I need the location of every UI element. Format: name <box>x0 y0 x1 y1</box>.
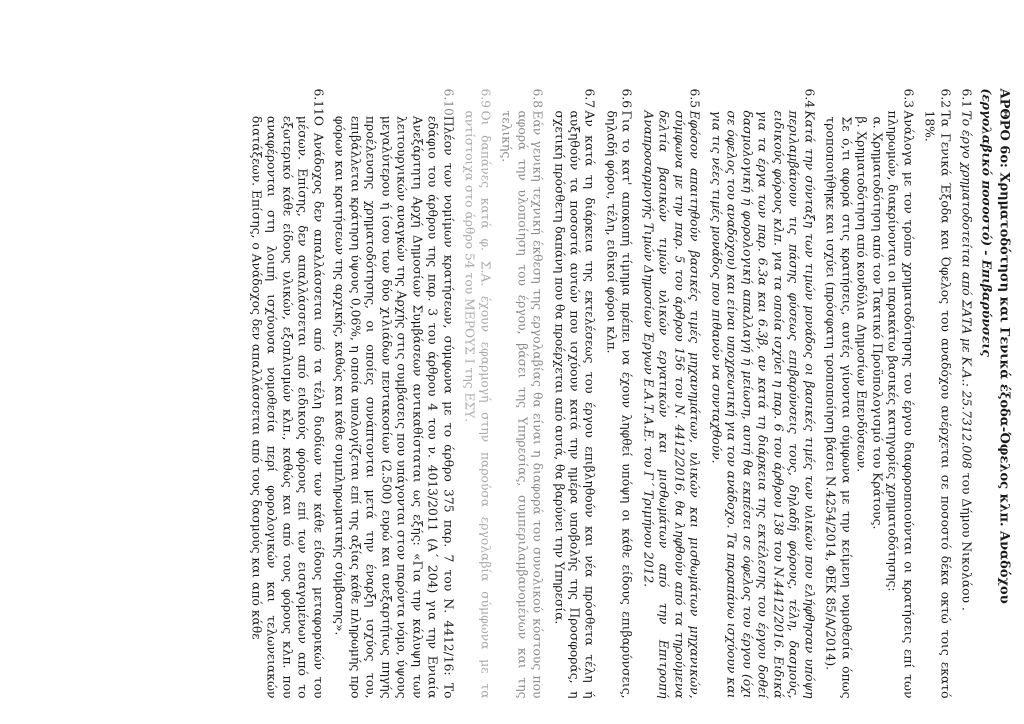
paragraph-number: 6.1 <box>958 89 973 111</box>
paragraph-6-6 <box>603 89 634 699</box>
paragraph-6-1 <box>958 89 973 699</box>
paragraph-number: 6.10 <box>331 89 455 116</box>
paragraph-number: 6.7 <box>551 89 597 111</box>
paragraph-6-9 <box>461 89 492 699</box>
paragraph-6-7 <box>551 89 597 699</box>
document-body <box>242 89 1012 699</box>
paragraph-text: Κατά την σύνταξη των τιμών μονάδος οι βασικές τιμές των υλικών που ελήφθησαν υπόψη περιλαμβάνουν τις πάσης φύσεως επιβαρύνσεις τους, δηλαδή φόρους, τέλη, δασμούς, ειδικούς φόρους κλπ. για τα οποία ισχύει η παρ. 6 του άρθρου 138 του Ν.4412/2016. Ειδικά για τα έργα των παρ. 6.3α και 6.3β, αν κατά τη διάρκεια της εκτέλεσης του έργου δοθεί δασμολογική ή φορολογική απαλλαγή ή μείωση, αυτή θα εκπέσει σε όφελος του έργου (όχι σε όφελος του αναδόχου) και είναι υποχρεωτική για τον ανάδοχο. Τα παραπάνω ισχύουν και για τις νέες τιμές μονάδος που πιθανόν να συνταχθούν. <box>708 111 816 699</box>
paragraph-text: Εφόσον απαιτηθούν βασικές τιμές μηχανημάτων, υλικών και μισθωμάτων μηχανικών, σύμφωνα με την παρ. 5 του άρθρου 156 του Ν. 4412/2016, θα ληφθούν από τα τηρούμενα δελτία βασικών τιμών υλικών εργατικών και μισθωμάτων από την Επιτροπή Αναπροσαρμογής Τιμών Δημοσίων Έργων Ε.Α.Τ.Α.Ε. του Γ΄ Τριμήνου 2012. <box>640 111 702 699</box>
paragraph-text <box>822 111 915 699</box>
paragraph-6-2 <box>921 89 952 699</box>
paragraph-number: 6.11 <box>248 89 325 116</box>
rotated-document-page <box>24 1 1024 724</box>
paragraph-6-10 <box>331 89 455 699</box>
paragraph-text: Οι δαπάνες κατά φ. Σ.Α. έχουν εφαρμογή στην παρούσα εργολαβία σύμφωνα με τα αντίστοιχα στο άρθρο 54 του ΜΕΡΟΥΣ Ι της ΕΣΥ. <box>461 111 492 699</box>
paragraph-number: 6.2 <box>921 89 952 111</box>
paragraph-intro: Ανάλογα με τον τρόπο χρηματοδότησης του έργου διαφοροποιούνται οι κρατήσεις επί των πληρωμών, διακρίνονται οι παρακάτω βασικές κατηγορίες χρηματοδότησης: <box>886 111 915 699</box>
paragraph-text: Εάν γενική τεχνική έκθεση της εργολαβίας θα είναι η διαφορά του συνολικού κόστους που αφορά την υλοποίηση του έργου, βάσει της Υπηρεσίας, συμπεριλαμβανομένων και της τελικής. <box>498 111 544 699</box>
paragraph-text: Αν κατά τη διάρκεια της εκτελέσεως του έργου επιβληθούν και νέα πρόσθετα τέλη ή αυξηθούν τα ποσοστά αυτών που ισχύουν κατά την ημέρα υποβολής της Προσφοράς, η σχετική πρόσθετη δαπάνη που θα προέρχεται από αυτά, θα βαρύνει την Υπηρεσία. <box>551 111 597 699</box>
list-item-b: β. Χρηματοδότηση από κονδύλια Δημοσίων Επενδύσεων. <box>853 117 868 699</box>
paragraph-number: 6.9 <box>461 89 492 111</box>
paragraph-text: Για το κατ' αποκοπή τίμημα πρέπει να έχουν ληφθεί υπόψη οι κάθε είδους επιβαρύνσεις, δηλαδή φόροι, τέλη, ειδικοί φόροι κλπ. <box>603 111 634 699</box>
article-title: ΑΡΘΡΟ 6ο: Χρηματοδότηση και Γενικά έξοδα-Όφελος κλπ. Αναδόχου <box>995 89 1011 699</box>
paragraph-6-4 <box>708 89 816 699</box>
paragraph-number: 6.6 <box>603 89 634 111</box>
paragraph-text <box>958 111 973 699</box>
paragraph-6-8 <box>498 89 544 699</box>
paragraph-text: Ο Ανάδοχος δεν απαλλάσσεται από τα τέλη διοδίων των κάθε είδους μεταφορικών του μέσων. Επίσης, δεν απαλλάσσεται από ειδικούς φόρους επί των εισαγομένων από το εξωτερικό κάθε είδους υλικών, εξοπλισμών κλπ., καθώς και από τους φόρους κλπ. που αναφέρονται στη λοιπή ισχύουσα νομοθεσία περί φορολογικών και τελωνειακών διατάξεων. Επίσης, ο Ανάδοχος δεν απαλλάσσεται από τους δασμούς και από κάθε <box>248 116 325 699</box>
paragraph-6-11 <box>248 89 325 699</box>
paragraph-number: 6.3 <box>822 89 915 111</box>
funding-municipality-text: του Δήμου Νικολάου . <box>960 469 974 611</box>
paragraph-number: 6.4 <box>708 89 816 111</box>
funding-source-text: Το έργο χρηματοδοτείται από ΣΑΤΑ με Κ.Α.: 25.7312.008 <box>960 111 974 469</box>
paragraph-number: 6.5 <box>640 89 702 111</box>
list-item-a: α. Χρηματοδότηση από τον Τακτικό Προϋπολογισμό του Κράτους. <box>869 117 884 699</box>
paragraph-text: Τα Γενικά Έξοδα και Όφελος του αναδόχου ανέρχεται σε ποσοστό δέκα οκτώ τοις εκατό 18%. <box>921 111 952 699</box>
paragraph-number: 6.8 <box>498 89 544 111</box>
paragraph-6-5 <box>640 89 702 699</box>
paragraph-6-3 <box>822 89 915 699</box>
withholdings-note: Σε ό,τι αφορά στις κρατήσεις, αυτές γίνονται σύμφωνα με την κείμενη νομοθεσία όπως τροποποιήθηκε και ισχύει (πρόσφατη τροποποίηση βάσει Ν.4254/2014, ΦΕΚ 85/Α/2014). <box>822 117 853 699</box>
article-subtitle: (εργολαβικό ποσοστό) - Επιβαρύνσεις <box>979 89 994 699</box>
paragraph-text: Πλέον των νομίμων κρατήσεων, σύμφωνα με το άρθρο 375 παρ. 7 του Ν. 4412/16: Το εδάφιο του άρθρου της παρ. 3 του άρθρου 4 του ν. 4013/2011 (Α΄ 204) για την Ενιαία Ανεξάρτητη Αρχή Δημοσίων Συμβάσεων αντικαθίσταται ως εξής: «Για την κάλυψη των λειτουργικών αναγκών της Αρχής στις συμβάσεις που υπάγονται στον παρόντα νόμο, ύψους μεγαλύτερου ή ίσου των δύο χιλιάδων πεντακοσίων (2.500) ευρώ και ανεξαρτήτως πηγής προέλευσης χρηματοδότησης, οι οποίες συνάπτονται μετά την έναρξη ισχύος του, επιβάλλεται κράτηση ύψους 0,06%, η οποία υπολογίζεται επί της αξίας κάθε πληρωμής προ φόρων και κρατήσεων της αρχικής, καθώς και κάθε συμπληρωματικής σύμβασης». <box>331 116 455 699</box>
